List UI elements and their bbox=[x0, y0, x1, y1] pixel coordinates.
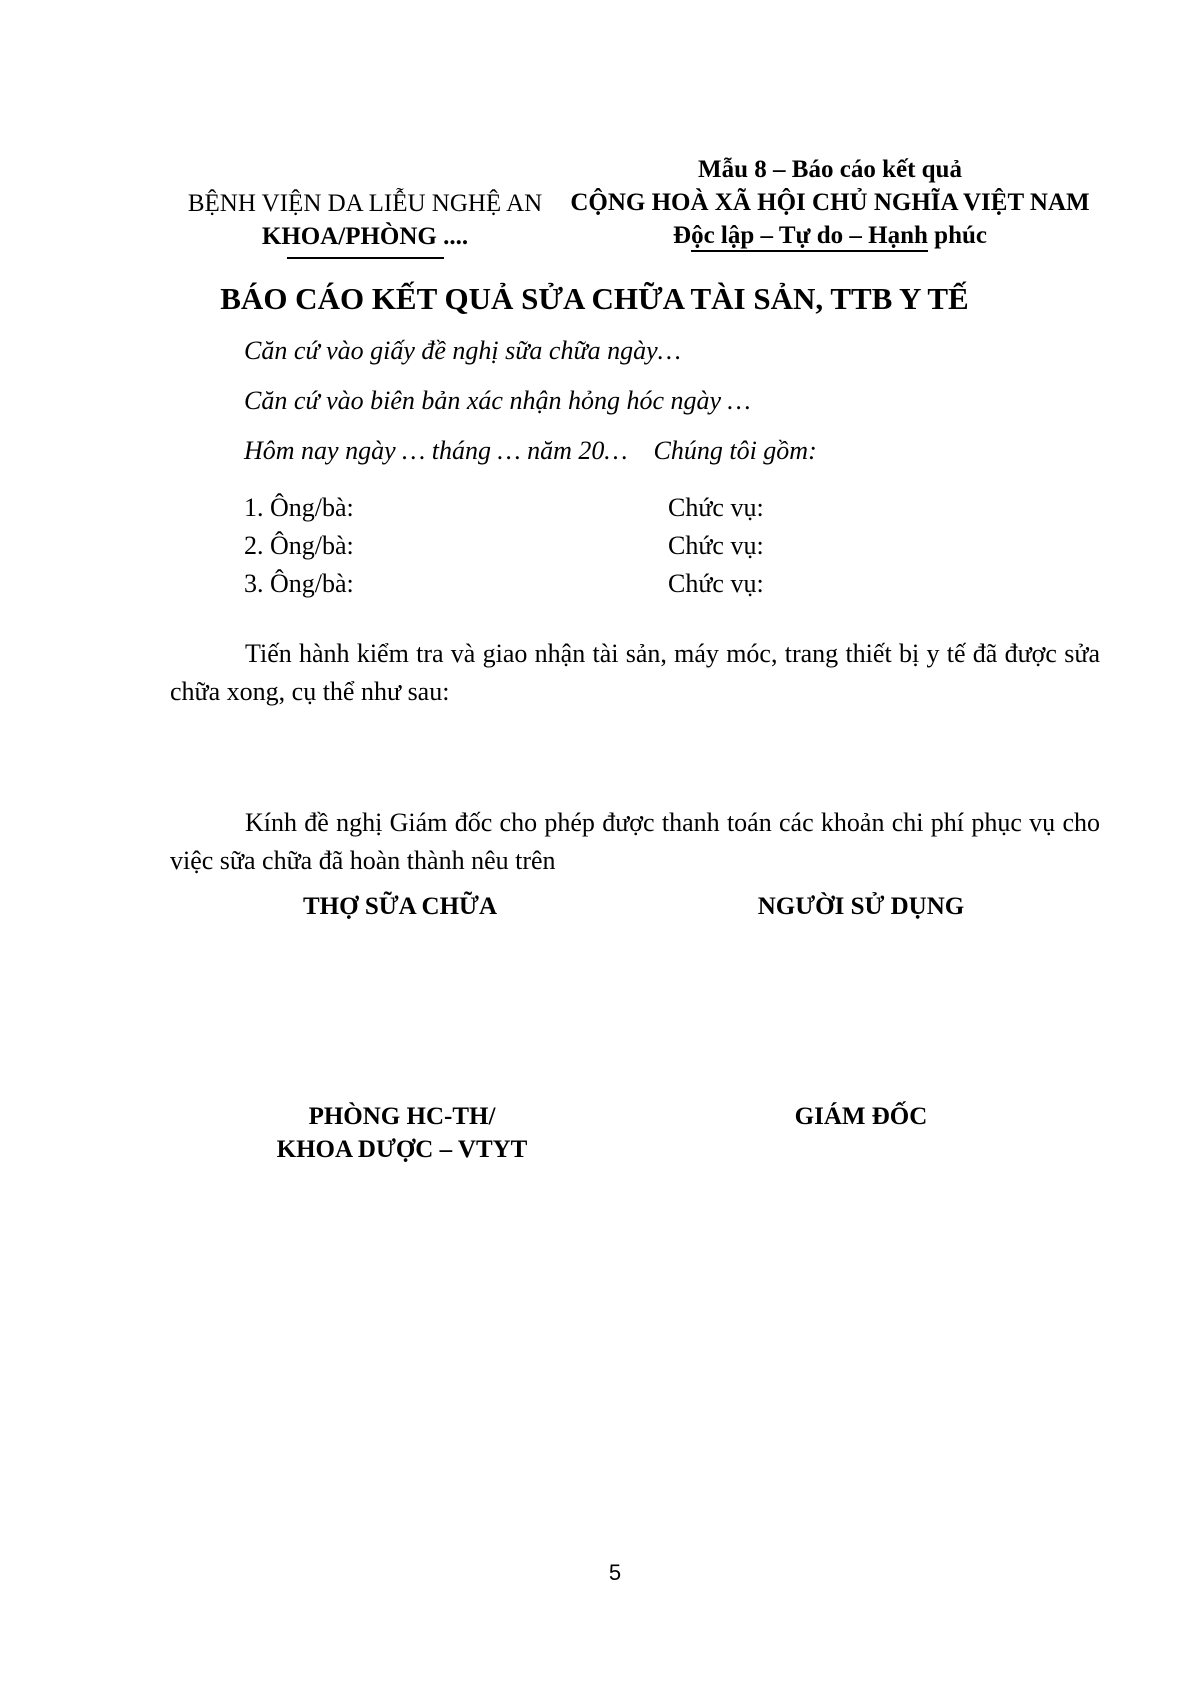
document-title: BÁO CÁO KẾT QUẢ SỬA CHỮA TÀI SẢN, TTB Y TẾ bbox=[220, 281, 969, 316]
org-dept: KHOA/PHÒNG .... bbox=[261, 223, 469, 250]
member-role-label: Chức vụ: bbox=[668, 569, 764, 598]
signature-user: NGƯỜI SỬ DỤNG bbox=[757, 893, 965, 920]
member-name-label: 2. Ông/bà: bbox=[244, 531, 354, 560]
member-row bbox=[244, 489, 944, 527]
form-label: Mẫu 8 – Báo cáo kết quả bbox=[698, 156, 962, 183]
motto-underlined-part: ộc lập – Tự do – Hạnh bbox=[691, 222, 928, 252]
motto-prefix: Đ bbox=[673, 222, 692, 249]
preamble-line-1: Căn cứ vào giấy đề nghị sữa chữa ngày… bbox=[244, 336, 681, 365]
signature-dept-line2: KHOA DƯỢC – VTYT bbox=[276, 1136, 528, 1163]
preamble-line-3 bbox=[244, 433, 1104, 469]
header-left-block bbox=[170, 187, 560, 259]
preamble-committee-part: Chúng tôi gồm: bbox=[653, 436, 817, 465]
preamble-block bbox=[244, 333, 1104, 483]
signature-repairer: THỢ SỮA CHỮA bbox=[303, 893, 497, 920]
paragraph-inspection: Tiến hành kiểm tra và giao nhận tài sản, máy móc, trang thiết bị y tế đã được sửa chữa xong, cụ thể như sau: bbox=[170, 639, 1100, 706]
preamble-line-2: Căn cứ vào biên bản xác nhận hỏng hóc ngày … bbox=[244, 386, 751, 415]
member-role-label: Chức vụ: bbox=[668, 531, 764, 560]
header-right-block bbox=[560, 153, 1100, 252]
member-row bbox=[244, 527, 944, 565]
page-number: 5 bbox=[608, 1560, 622, 1585]
dept-underline-rule bbox=[287, 257, 444, 259]
signature-director: GIÁM ĐỐC bbox=[794, 1103, 928, 1130]
member-row bbox=[244, 565, 944, 603]
org-name: BỆNH VIỆN DA LIỄU NGHỆ AN bbox=[187, 190, 543, 217]
member-role-label: Chức vụ: bbox=[668, 493, 764, 522]
member-name-label: 1. Ông/bà: bbox=[244, 493, 354, 522]
member-name-label: 3. Ông/bà: bbox=[244, 569, 354, 598]
national-motto bbox=[560, 219, 1100, 252]
signature-dept-line1: PHÒNG HC-TH/ bbox=[308, 1103, 496, 1130]
national-header: CỘNG HOÀ XÃ HỘI CHỦ NGHĨA VIỆT NAM bbox=[570, 189, 1090, 216]
preamble-date-part: Hôm nay ngày … tháng … năm 20… bbox=[244, 436, 628, 465]
paragraph-payment-request: Kính đề nghị Giám đốc cho phép được thanh toán các khoản chi phí phục vụ cho việc sữa chữa đã hoàn thành nêu trên bbox=[170, 808, 1100, 875]
members-list bbox=[244, 489, 944, 603]
signature-dept-block bbox=[232, 1100, 572, 1166]
motto-suffix: phúc bbox=[927, 222, 987, 249]
